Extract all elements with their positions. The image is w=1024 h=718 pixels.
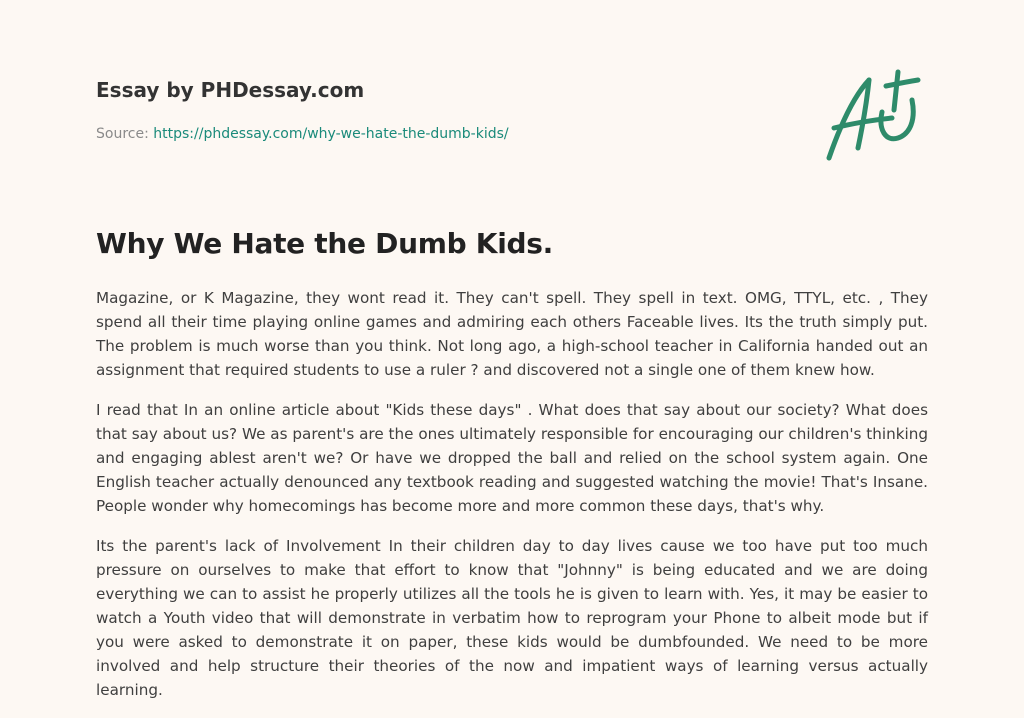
a-plus-grade-icon <box>822 68 926 164</box>
source-label: Source: <box>96 126 149 142</box>
essay-paragraph: Magazine, or K Magazine, they wont read it. They can't spell. They spell in text. OMG, TTYL, etc. , They spend all their time playing online games and admiring each others Faceable lives. Its the truth simply put. The problem is much worse than you think. Not long ago, a high-school teacher in California handed out an assignment that required students to use a ruler ? and discovered not a single one of them knew how. <box>96 289 928 379</box>
source-line <box>96 124 696 144</box>
source-link[interactable]: https://phdessay.com/why-we-hate-the-dumb-kids/ <box>153 126 509 142</box>
page-header <box>96 76 696 144</box>
essay-paragraph: Its the parent's lack of Involvement In their children day to day lives cause we too have put too much pressure on ourselves to make that effort to know that "Johnny" is being educated and we are doing everything we can to assist he properly utilizes all the tools he is given to learn with. Yes, it may be easier to watch a Youth video that will demonstrate in verbatim how to reprogram your Phone to albeit mode but if you were asked to demonstrate it on paper, these kids would be dumbfounded. We need to be more involved and help structure their theories of the now and impatient ways of learning versus actually learning. <box>96 537 928 699</box>
essay-body <box>96 286 928 718</box>
site-title: Essay by PHDessay.com <box>96 78 365 102</box>
essay-paragraph: I read that In an online article about "Kids these days" . What does that say about our society? What does that say about us? We as parent's are the ones ultimately responsible for encouraging our children's thinking and engaging ablest aren't we? Or have we dropped the ball and relied on the school system again. One English teacher actually denounced any textbook reading and suggested watching the movie! That's Insane. People wonder why homecomings has become more and more common these days, that's why. <box>96 401 928 515</box>
essay-title: Why We Hate the Dumb Kids. <box>96 227 553 260</box>
